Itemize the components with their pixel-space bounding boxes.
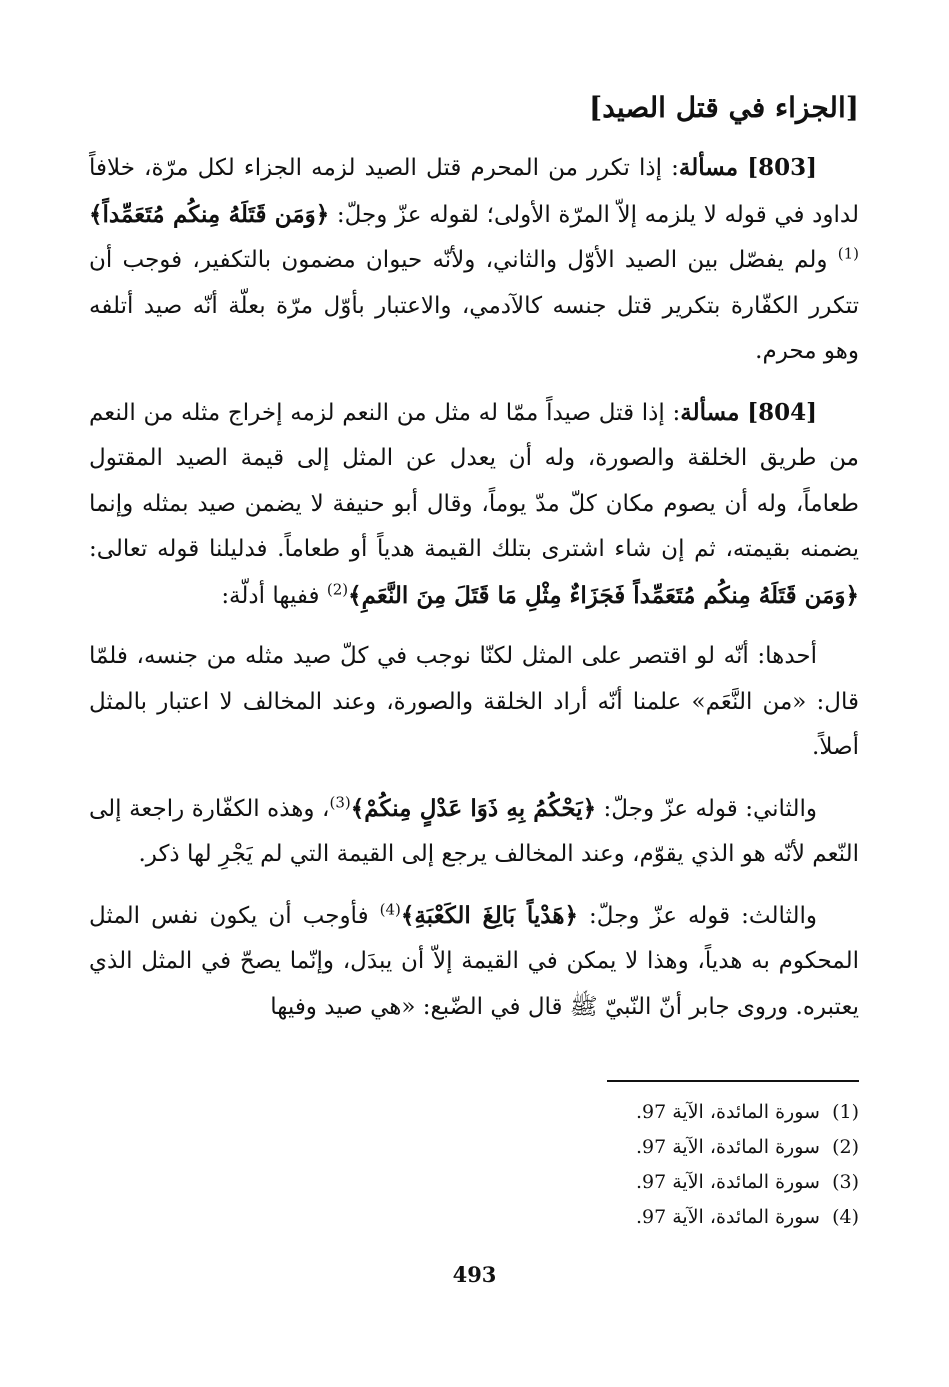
- footnote-item: [359, 1130, 859, 1165]
- paragraph-text: : إذا قتل صيداً ممّا له مثل من النعم لزمه إخراج مثله من النعم من طريق الخلقة والصورة، وله أن يعدل عن المثل إلى قيمة الصيد المقتول طعاماً، وله أن يصوم مكان كلّ مدّ يوماً، وقال أبو حنيفة لا يضمن صيد بمثله وإنما يضمنه بقيمته، ثم إن شاء اشترى بتلك القيمة هدياً أو طعاماً. فدليلنا قوله تعالى:: [89, 399, 859, 562]
- section-heading: [الجزاء في قتل الصيد]: [588, 91, 859, 124]
- paragraph-803: [89, 145, 859, 375]
- issue-label: مسألة: [680, 398, 740, 426]
- paragraph-text: والثالث: قوله عزّ وجلّ:: [577, 902, 817, 929]
- paragraph-text: فأوجب أن يكون نفس المثل المحكوم به هدياً، وهذا لا يمكن في القيمة إلاّ أن يبدَل، وإنّما يصحّ في المثل الذي يعتبره. وروى جابر أنّ النّبيّ ﷺ قال في الضّبع: «هي صيد وفيها: [89, 902, 859, 1020]
- footnote-item: [359, 1200, 859, 1235]
- footnote-number: (1): [832, 1101, 859, 1123]
- issue-number: [804]: [747, 398, 818, 426]
- quran-quote: ﴿يَحْكُمُ بِهِ ذَوَا عَدْلٍ مِنكُمْ﴾: [350, 794, 597, 822]
- paragraph-804: [89, 390, 859, 620]
- footnote-text: سورة المائدة، الآية 97.: [635, 1171, 820, 1193]
- footnote-ref: (2): [326, 579, 349, 598]
- footnote-number: (4): [832, 1206, 859, 1228]
- issue-number: [803]: [747, 154, 817, 181]
- page-number: 493: [452, 1262, 497, 1287]
- quran-quote: ﴿هَدْياً بَالِغَ الكَعْبَةِ﴾: [400, 901, 578, 929]
- issue-label: مسألة: [678, 154, 739, 181]
- footnote-divider: [607, 1080, 859, 1082]
- footnote-number: (3): [832, 1171, 859, 1193]
- paragraph-text: : إذا تكرر من المحرم قتل الصيد لزمه الجزاء لكل مرّة، خلافاً لداود في قوله لا يلزمه إلاّ المرّة الأولى؛ لقوله عزّ وجلّ:: [89, 155, 859, 228]
- paragraph-third-proof: [89, 893, 859, 1031]
- footnote-text: سورة المائدة، الآية 97.: [635, 1206, 820, 1228]
- paragraph-text: أحدها: أنّه لو اقتصر على المثل لكنّا نوجب في كلّ صيد مثله من جنسه، فلمّا قال: «من النَّعَم» علمنا أنّه أراد الخلقة والصورة، وعند المخالف لا اعتبار بالمثل أصلاً.: [89, 643, 859, 760]
- body-text: [89, 145, 859, 1030]
- footnote-text: سورة المائدة، الآية 97.: [635, 1136, 820, 1158]
- paragraph-first-proof: [89, 634, 859, 771]
- footnote-ref: (4): [379, 899, 401, 918]
- paragraph-text: ولم يفصّل بين الصيد الأوّل والثاني، ولأنّه حيوان مضمون بالتكفير، فوجب أن تتكرر الكفّارة بتكرير قتل جنسه كالآدمي، والاعتبار بأوّل مرّة بعلّة أنّه صيد أتلفه وهو محرم.: [89, 247, 859, 364]
- quran-quote: ﴿وَمَن قَتَلَهُ مِنكُم مُتَعَمِّداً﴾: [89, 200, 330, 228]
- quran-quote: ﴿وَمَن قَتَلَهُ مِنكُم مُتَعَمِّداً فَجَزَاءٌ مِثْلِ مَا قَتَلَ مِنَ النَّعَمِ﴾: [348, 581, 859, 609]
- footnote-ref: (3): [329, 792, 351, 811]
- footnote-number: (2): [832, 1136, 859, 1158]
- paragraph-second-proof: [89, 786, 859, 878]
- paragraph-text: ففيها أدلّة:: [221, 582, 327, 609]
- footnote-text: سورة المائدة، الآية 97.: [635, 1101, 820, 1123]
- footnotes: [359, 1095, 859, 1235]
- footnote-ref: (1): [837, 244, 859, 263]
- paragraph-text: ، وهذه الكفّارة راجعة إلى النّعم لأنّه هو الذي يقوّم، وعند المخالف يرجع إلى القيمة التي لم يَجْرِ لها ذكر.: [89, 795, 859, 867]
- paragraph-text: والثاني: قوله عزّ وجلّ:: [596, 795, 818, 822]
- footnote-item: [359, 1165, 859, 1200]
- footnote-item: [359, 1095, 859, 1130]
